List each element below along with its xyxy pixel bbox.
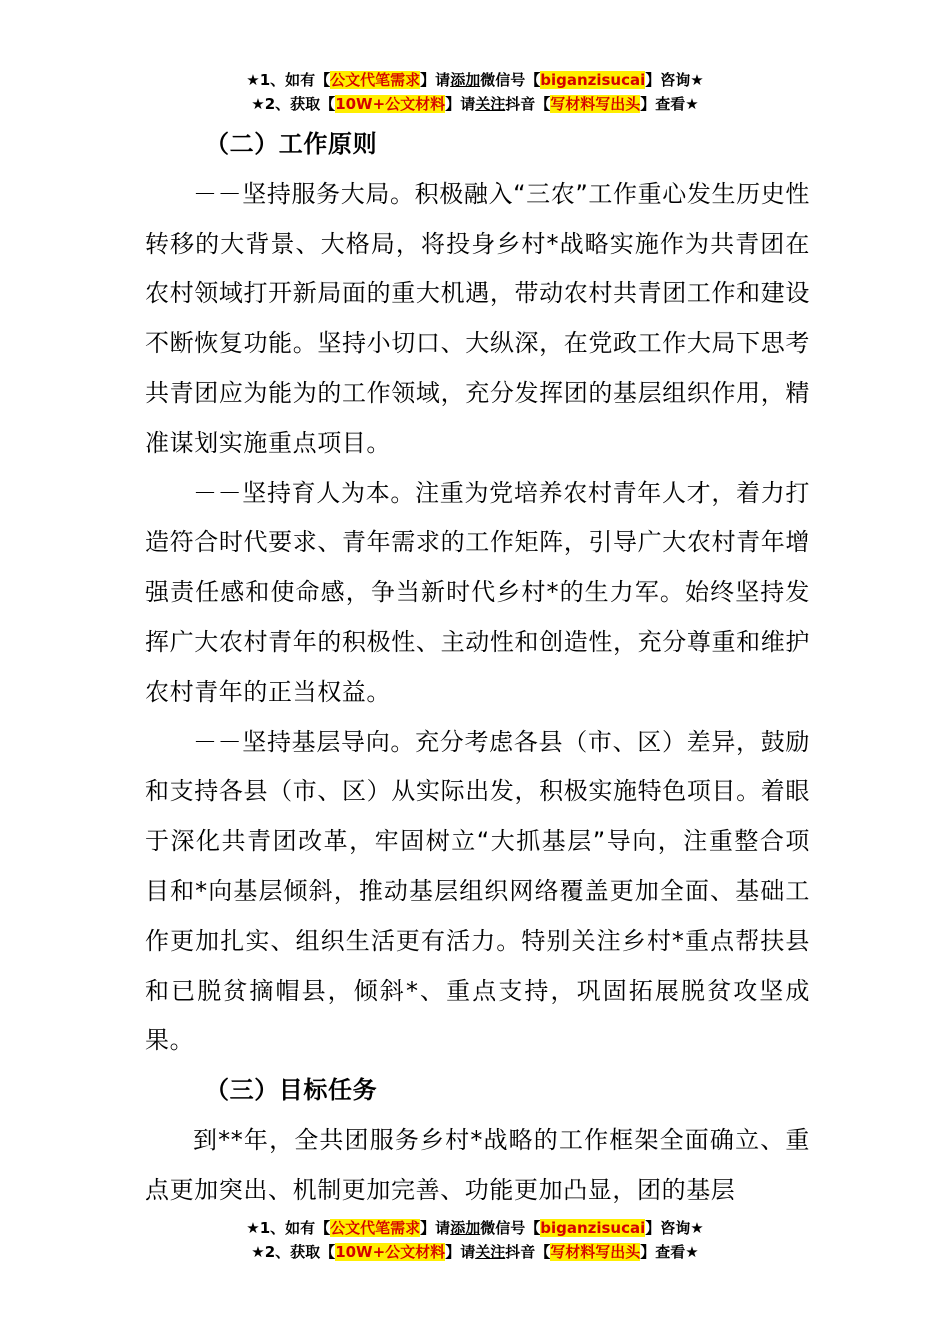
- paragraph-targets: 到**年，全共团服务乡村*战略的工作框架全面确立、重点更加突出、机制更加完善、功能更加凸显，团的基层: [145, 1125, 810, 1204]
- banner-text: ★1、如有【: [246, 1219, 331, 1237]
- banner-text: ★2、获取【: [251, 1243, 336, 1261]
- footer-banner: [0, 1216, 950, 1264]
- paragraph-grassroots: －－坚持基层导向。充分考虑各县（市、区）差异，鼓励和支持各县（市、区）从实际出发，积极实施特色项目。着眼于深化共青团改革，牢固树立“大抓基层”导向，注重整合项目和*向基层倾斜，推动基层组织网络覆盖更加全面、基础工作更加扎实、组织生活更有活力。特别关注乡村*重点帮扶县和已脱贫摘帽县，倾斜*、重点支持，巩固拓展脱贫攻坚成果。: [145, 727, 810, 1055]
- banner-highlight: biganzisucai: [540, 71, 646, 89]
- banner-text: ★1、如有【: [246, 71, 331, 89]
- banner-text: 微信号【: [480, 1219, 541, 1237]
- banner-underline: 关注: [475, 1243, 506, 1261]
- banner-highlight: 10W+公文材料: [335, 1243, 446, 1261]
- banner-text: 】请: [420, 71, 451, 89]
- banner-text: 】请: [445, 1243, 476, 1261]
- banner-text: ★2、获取【: [251, 95, 336, 113]
- banner-line-2: [0, 1240, 950, 1264]
- banner-highlight: biganzisucai: [540, 1219, 646, 1237]
- paragraph-people-oriented: －－坚持育人为本。注重为党培养农村青年人才，着力打造符合时代要求、青年需求的工作矩阵，引导广大农村青年增强责任感和使命感，争当新时代乡村*的生力军。始终坚持发挥广大农村青年的积极性、主动性和创造性，充分尊重和维护农村青年的正当权益。: [145, 478, 810, 706]
- banner-highlight: 写材料写出头: [550, 95, 641, 113]
- banner-line-2: [0, 92, 950, 116]
- banner-highlight: 公文代笔需求: [330, 1219, 421, 1237]
- banner-line-1: [0, 68, 950, 92]
- banner-highlight: 写材料写出头: [550, 1243, 641, 1261]
- banner-text: 微信号【: [480, 71, 541, 89]
- banner-underline: 关注: [475, 95, 506, 113]
- banner-underline: 添加: [450, 71, 481, 89]
- paragraph-serve-overall: －－坚持服务大局。积极融入“三农”工作重心发生历史性转移的大背景、大格局，将投身乡村*战略实施作为共青团在农村领域打开新局面的重大机遇，带动农村共青团工作和建设不断恢复功能。坚持小切口、大纵深，在党政工作大局下思考共青团应为能为的工作领域，充分发挥团的基层组织作用，精准谋划实施重点项目。: [145, 179, 810, 457]
- banner-text: 】查看★: [640, 95, 699, 113]
- document-body: [145, 120, 810, 1216]
- banner-text: 抖音【: [505, 1243, 551, 1261]
- banner-text: 】咨询★: [645, 1219, 704, 1237]
- banner-highlight: 公文代笔需求: [330, 71, 421, 89]
- banner-text: 抖音【: [505, 95, 551, 113]
- banner-text: 】请: [445, 95, 476, 113]
- header-banner: [0, 68, 950, 116]
- banner-highlight: 10W+公文材料: [335, 95, 446, 113]
- banner-text: 】请: [420, 1219, 451, 1237]
- banner-line-1: [0, 1216, 950, 1240]
- banner-text: 】查看★: [640, 1243, 699, 1261]
- section-heading-principles: （二）工作原则: [205, 130, 378, 158]
- banner-text: 】咨询★: [645, 71, 704, 89]
- banner-underline: 添加: [450, 1219, 481, 1237]
- section-heading-goals: （三）目标任务: [205, 1076, 378, 1105]
